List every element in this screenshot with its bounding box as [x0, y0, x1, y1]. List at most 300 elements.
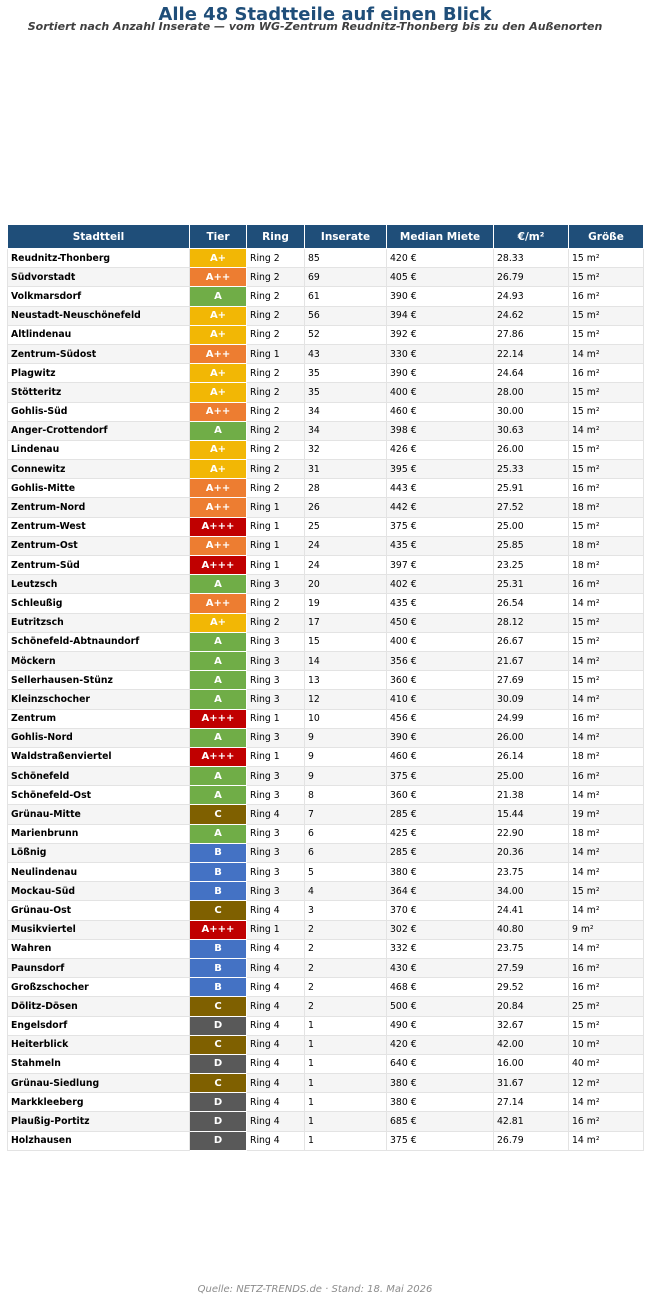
- price-per-sqm-cell: 15.44: [494, 805, 569, 824]
- district-name-cell: Anger-Crottendorf: [8, 421, 190, 440]
- listings-cell: 9: [305, 747, 387, 766]
- column-header: Ring: [247, 225, 305, 249]
- price-per-sqm-cell: 24.99: [494, 709, 569, 728]
- median-rent-cell: 394 €: [387, 306, 494, 325]
- district-name-cell: Schleußig: [8, 594, 190, 613]
- median-rent-cell: 468 €: [387, 978, 494, 997]
- median-rent-cell: 443 €: [387, 479, 494, 498]
- listings-cell: 35: [305, 364, 387, 383]
- listings-cell: 34: [305, 402, 387, 421]
- table-row: [8, 344, 644, 363]
- median-rent-cell: 397 €: [387, 556, 494, 575]
- district-name-cell: Schönefeld-Ost: [8, 786, 190, 805]
- tier-badge: A+: [190, 613, 247, 632]
- tier-badge: A: [190, 575, 247, 594]
- room-size-cell: 16 m²: [569, 978, 644, 997]
- district-name-cell: Heiterblick: [8, 1035, 190, 1054]
- price-per-sqm-cell: 27.59: [494, 958, 569, 977]
- room-size-cell: 14 m²: [569, 344, 644, 363]
- ring-cell: Ring 3: [247, 651, 305, 670]
- district-name-cell: Eutritzsch: [8, 613, 190, 632]
- district-name-cell: Gohlis-Nord: [8, 728, 190, 747]
- column-header: Inserate: [305, 225, 387, 249]
- median-rent-cell: 420 €: [387, 249, 494, 268]
- listings-cell: 26: [305, 498, 387, 517]
- ring-cell: Ring 1: [247, 556, 305, 575]
- price-per-sqm-cell: 25.00: [494, 767, 569, 786]
- ring-cell: Ring 4: [247, 1112, 305, 1131]
- district-name-cell: Connewitz: [8, 460, 190, 479]
- listings-cell: 5: [305, 863, 387, 882]
- median-rent-cell: 360 €: [387, 786, 494, 805]
- room-size-cell: 25 m²: [569, 997, 644, 1016]
- price-per-sqm-cell: 25.91: [494, 479, 569, 498]
- district-name-cell: Zentrum: [8, 709, 190, 728]
- source-footer: Quelle: NETZ-TRENDS.de · Stand: 18. Mai 2026: [197, 1284, 433, 1295]
- room-size-cell: 16 m²: [569, 958, 644, 977]
- district-name-cell: Reudnitz-Thonberg: [8, 249, 190, 268]
- listings-cell: 31: [305, 460, 387, 479]
- table-row: [8, 1035, 644, 1054]
- table-row: [8, 556, 644, 575]
- median-rent-cell: 425 €: [387, 824, 494, 843]
- listings-cell: 52: [305, 325, 387, 344]
- price-per-sqm-cell: 25.85: [494, 536, 569, 555]
- median-rent-cell: 390 €: [387, 728, 494, 747]
- room-size-cell: 14 m²: [569, 1131, 644, 1150]
- median-rent-cell: 435 €: [387, 594, 494, 613]
- tier-badge: A: [190, 786, 247, 805]
- ring-cell: Ring 1: [247, 536, 305, 555]
- room-size-cell: 14 m²: [569, 901, 644, 920]
- ring-cell: Ring 4: [247, 1074, 305, 1093]
- column-header: Median Miete: [387, 225, 494, 249]
- room-size-cell: 14 m²: [569, 843, 644, 862]
- ring-cell: Ring 1: [247, 920, 305, 939]
- table-row: [8, 901, 644, 920]
- district-name-cell: Neulindenau: [8, 863, 190, 882]
- table-row: [8, 613, 644, 632]
- room-size-cell: 14 m²: [569, 651, 644, 670]
- listings-cell: 19: [305, 594, 387, 613]
- tier-badge: A+: [190, 460, 247, 479]
- price-per-sqm-cell: 40.80: [494, 920, 569, 939]
- listings-cell: 1: [305, 1035, 387, 1054]
- median-rent-cell: 380 €: [387, 1093, 494, 1112]
- tier-badge: D: [190, 1112, 247, 1131]
- median-rent-cell: 400 €: [387, 632, 494, 651]
- column-header: Tier: [190, 225, 247, 249]
- ring-cell: Ring 3: [247, 575, 305, 594]
- table-row: [8, 460, 644, 479]
- listings-cell: 2: [305, 978, 387, 997]
- tier-badge: A++: [190, 594, 247, 613]
- price-per-sqm-cell: 24.62: [494, 306, 569, 325]
- district-name-cell: Sellerhausen-Stünz: [8, 671, 190, 690]
- table-row: [8, 671, 644, 690]
- table-row: [8, 1016, 644, 1035]
- price-per-sqm-cell: 30.09: [494, 690, 569, 709]
- district-name-cell: Wahren: [8, 939, 190, 958]
- ring-cell: Ring 1: [247, 344, 305, 363]
- tier-badge: A: [190, 690, 247, 709]
- listings-cell: 2: [305, 958, 387, 977]
- median-rent-cell: 285 €: [387, 843, 494, 862]
- table-row: [8, 325, 644, 344]
- median-rent-cell: 332 €: [387, 939, 494, 958]
- listings-cell: 14: [305, 651, 387, 670]
- table-row: [8, 1074, 644, 1093]
- median-rent-cell: 405 €: [387, 268, 494, 287]
- listings-cell: 6: [305, 824, 387, 843]
- district-name-cell: Neustadt-Neuschönefeld: [8, 306, 190, 325]
- price-per-sqm-cell: 32.67: [494, 1016, 569, 1035]
- room-size-cell: 14 m²: [569, 421, 644, 440]
- table-row: [8, 824, 644, 843]
- price-per-sqm-cell: 29.52: [494, 978, 569, 997]
- room-size-cell: 18 m²: [569, 536, 644, 555]
- table-row: [8, 268, 644, 287]
- room-size-cell: 14 m²: [569, 786, 644, 805]
- ring-cell: Ring 2: [247, 613, 305, 632]
- median-rent-cell: 380 €: [387, 863, 494, 882]
- listings-cell: 12: [305, 690, 387, 709]
- table-row: [8, 575, 644, 594]
- district-name-cell: Grünau-Siedlung: [8, 1074, 190, 1093]
- district-name-cell: Gohlis-Mitte: [8, 479, 190, 498]
- table-row: [8, 249, 644, 268]
- room-size-cell: 15 m²: [569, 671, 644, 690]
- district-name-cell: Dölitz-Dösen: [8, 997, 190, 1016]
- tier-badge: C: [190, 805, 247, 824]
- listings-cell: 43: [305, 344, 387, 363]
- median-rent-cell: 442 €: [387, 498, 494, 517]
- district-name-cell: Volkmarsdorf: [8, 287, 190, 306]
- listings-cell: 8: [305, 786, 387, 805]
- listings-cell: 1: [305, 1093, 387, 1112]
- table-row: [8, 1093, 644, 1112]
- tier-badge: A: [190, 728, 247, 747]
- listings-cell: 20: [305, 575, 387, 594]
- room-size-cell: 16 m²: [569, 479, 644, 498]
- median-rent-cell: 460 €: [387, 747, 494, 766]
- tier-badge: A++: [190, 479, 247, 498]
- price-per-sqm-cell: 27.14: [494, 1093, 569, 1112]
- ring-cell: Ring 3: [247, 786, 305, 805]
- price-per-sqm-cell: 30.63: [494, 421, 569, 440]
- district-name-cell: Zentrum-West: [8, 517, 190, 536]
- listings-cell: 28: [305, 479, 387, 498]
- district-name-cell: Zentrum-Südost: [8, 344, 190, 363]
- tier-badge: D: [190, 1016, 247, 1035]
- ring-cell: Ring 2: [247, 402, 305, 421]
- tier-badge: A+: [190, 325, 247, 344]
- tier-badge: A++: [190, 344, 247, 363]
- price-per-sqm-cell: 20.84: [494, 997, 569, 1016]
- ring-cell: Ring 2: [247, 421, 305, 440]
- ring-cell: Ring 3: [247, 882, 305, 901]
- listings-cell: 15: [305, 632, 387, 651]
- ring-cell: Ring 4: [247, 1093, 305, 1112]
- room-size-cell: 15 m²: [569, 325, 644, 344]
- table-row: [8, 786, 644, 805]
- room-size-cell: 15 m²: [569, 249, 644, 268]
- price-per-sqm-cell: 42.81: [494, 1112, 569, 1131]
- district-name-cell: Zentrum-Süd: [8, 556, 190, 575]
- tier-badge: A++: [190, 536, 247, 555]
- price-per-sqm-cell: 26.67: [494, 632, 569, 651]
- table-row: [8, 805, 644, 824]
- listings-cell: 34: [305, 421, 387, 440]
- median-rent-cell: 640 €: [387, 1054, 494, 1073]
- tier-badge: D: [190, 1131, 247, 1150]
- price-per-sqm-cell: 26.14: [494, 747, 569, 766]
- listings-cell: 1: [305, 1112, 387, 1131]
- table-row: [8, 728, 644, 747]
- tier-badge: B: [190, 882, 247, 901]
- table-row: [8, 978, 644, 997]
- room-size-cell: 15 m²: [569, 613, 644, 632]
- price-per-sqm-cell: 25.33: [494, 460, 569, 479]
- listings-cell: 32: [305, 440, 387, 459]
- price-per-sqm-cell: 24.64: [494, 364, 569, 383]
- median-rent-cell: 460 €: [387, 402, 494, 421]
- median-rent-cell: 330 €: [387, 344, 494, 363]
- ring-cell: Ring 3: [247, 671, 305, 690]
- table-row: [8, 1112, 644, 1131]
- room-size-cell: 16 m²: [569, 767, 644, 786]
- tier-badge: B: [190, 939, 247, 958]
- median-rent-cell: 392 €: [387, 325, 494, 344]
- district-name-cell: Plaußig-Portitz: [8, 1112, 190, 1131]
- median-rent-cell: 456 €: [387, 709, 494, 728]
- ring-cell: Ring 2: [247, 287, 305, 306]
- table-row: [8, 690, 644, 709]
- table-row: [8, 920, 644, 939]
- ring-cell: Ring 2: [247, 594, 305, 613]
- tier-badge: A: [190, 287, 247, 306]
- table-row: [8, 498, 644, 517]
- ring-cell: Ring 2: [247, 460, 305, 479]
- price-per-sqm-cell: 42.00: [494, 1035, 569, 1054]
- district-name-cell: Stahmeln: [8, 1054, 190, 1073]
- listings-cell: 69: [305, 268, 387, 287]
- listings-cell: 17: [305, 613, 387, 632]
- tier-badge: A: [190, 651, 247, 670]
- price-per-sqm-cell: 26.79: [494, 268, 569, 287]
- column-header: Stadtteil: [8, 225, 190, 249]
- listings-cell: 2: [305, 997, 387, 1016]
- tier-badge: B: [190, 958, 247, 977]
- tier-badge: A++: [190, 268, 247, 287]
- ring-cell: Ring 1: [247, 517, 305, 536]
- room-size-cell: 16 m²: [569, 1112, 644, 1131]
- ring-cell: Ring 3: [247, 863, 305, 882]
- median-rent-cell: 364 €: [387, 882, 494, 901]
- table-row: [8, 863, 644, 882]
- ring-cell: Ring 4: [247, 939, 305, 958]
- room-size-cell: 18 m²: [569, 556, 644, 575]
- room-size-cell: 14 m²: [569, 939, 644, 958]
- tier-badge: A+++: [190, 920, 247, 939]
- median-rent-cell: 426 €: [387, 440, 494, 459]
- price-per-sqm-cell: 22.14: [494, 344, 569, 363]
- district-name-cell: Lindenau: [8, 440, 190, 459]
- room-size-cell: 10 m²: [569, 1035, 644, 1054]
- ring-cell: Ring 4: [247, 1035, 305, 1054]
- price-per-sqm-cell: 23.25: [494, 556, 569, 575]
- tier-badge: A: [190, 767, 247, 786]
- room-size-cell: 19 m²: [569, 805, 644, 824]
- listings-cell: 25: [305, 517, 387, 536]
- district-name-cell: Großzschocher: [8, 978, 190, 997]
- table-header-row: [8, 225, 644, 249]
- room-size-cell: 16 m²: [569, 364, 644, 383]
- tier-badge: C: [190, 1035, 247, 1054]
- price-per-sqm-cell: 28.12: [494, 613, 569, 632]
- ring-cell: Ring 3: [247, 843, 305, 862]
- room-size-cell: 15 m²: [569, 460, 644, 479]
- column-header: Größe: [569, 225, 644, 249]
- table-row: [8, 958, 644, 977]
- room-size-cell: 14 m²: [569, 728, 644, 747]
- district-name-cell: Paunsdorf: [8, 958, 190, 977]
- price-per-sqm-cell: 27.69: [494, 671, 569, 690]
- district-name-cell: Musikviertel: [8, 920, 190, 939]
- ring-cell: Ring 4: [247, 1131, 305, 1150]
- price-per-sqm-cell: 20.36: [494, 843, 569, 862]
- district-name-cell: Holzhausen: [8, 1131, 190, 1150]
- ring-cell: Ring 1: [247, 709, 305, 728]
- listings-cell: 2: [305, 939, 387, 958]
- district-name-cell: Südvorstadt: [8, 268, 190, 287]
- ring-cell: Ring 3: [247, 728, 305, 747]
- room-size-cell: 15 m²: [569, 402, 644, 421]
- room-size-cell: 15 m²: [569, 383, 644, 402]
- column-header: €/m²: [494, 225, 569, 249]
- room-size-cell: 15 m²: [569, 517, 644, 536]
- room-size-cell: 14 m²: [569, 594, 644, 613]
- table-row: [8, 1054, 644, 1073]
- price-per-sqm-cell: 23.75: [494, 863, 569, 882]
- table-row: [8, 939, 644, 958]
- district-name-cell: Zentrum-Ost: [8, 536, 190, 555]
- listings-cell: 1: [305, 1054, 387, 1073]
- median-rent-cell: 402 €: [387, 575, 494, 594]
- tier-badge: C: [190, 901, 247, 920]
- median-rent-cell: 500 €: [387, 997, 494, 1016]
- districts-table: [7, 224, 644, 1151]
- tier-badge: A: [190, 632, 247, 651]
- room-size-cell: 15 m²: [569, 440, 644, 459]
- tier-badge: D: [190, 1054, 247, 1073]
- tier-badge: C: [190, 1074, 247, 1093]
- price-per-sqm-cell: 30.00: [494, 402, 569, 421]
- district-name-cell: Marienbrunn: [8, 824, 190, 843]
- table-row: [8, 306, 644, 325]
- median-rent-cell: 375 €: [387, 517, 494, 536]
- ring-cell: Ring 4: [247, 1016, 305, 1035]
- listings-cell: 1: [305, 1131, 387, 1150]
- price-per-sqm-cell: 23.75: [494, 939, 569, 958]
- room-size-cell: 15 m²: [569, 632, 644, 651]
- tier-badge: A+++: [190, 517, 247, 536]
- districts-table-container: [7, 224, 643, 1151]
- price-per-sqm-cell: 21.38: [494, 786, 569, 805]
- chart-subtitle: Sortiert nach Anzahl Inserate — vom WG-Zentrum Reudnitz-Thonberg bis zu den Außenorten: [27, 20, 603, 33]
- tier-badge: A: [190, 421, 247, 440]
- median-rent-cell: 410 €: [387, 690, 494, 709]
- district-name-cell: Schönefeld-Abtnaundorf: [8, 632, 190, 651]
- district-name-cell: Lößnig: [8, 843, 190, 862]
- ring-cell: Ring 4: [247, 901, 305, 920]
- ring-cell: Ring 2: [247, 306, 305, 325]
- table-row: [8, 709, 644, 728]
- price-per-sqm-cell: 27.52: [494, 498, 569, 517]
- tier-badge: A+++: [190, 556, 247, 575]
- room-size-cell: 15 m²: [569, 882, 644, 901]
- listings-cell: 61: [305, 287, 387, 306]
- table-row: [8, 594, 644, 613]
- room-size-cell: 18 m²: [569, 747, 644, 766]
- ring-cell: Ring 3: [247, 824, 305, 843]
- tier-badge: A+: [190, 440, 247, 459]
- tier-badge: A+: [190, 306, 247, 325]
- room-size-cell: 14 m²: [569, 863, 644, 882]
- tier-badge: A+: [190, 249, 247, 268]
- median-rent-cell: 420 €: [387, 1035, 494, 1054]
- table-row: [8, 479, 644, 498]
- price-per-sqm-cell: 26.54: [494, 594, 569, 613]
- ring-cell: Ring 4: [247, 997, 305, 1016]
- price-per-sqm-cell: 24.93: [494, 287, 569, 306]
- room-size-cell: 15 m²: [569, 268, 644, 287]
- listings-cell: 24: [305, 556, 387, 575]
- median-rent-cell: 400 €: [387, 383, 494, 402]
- chart-title: Alle 48 Stadtteile auf einen Blick: [158, 4, 492, 25]
- district-name-cell: Schönefeld: [8, 767, 190, 786]
- tier-badge: A: [190, 824, 247, 843]
- district-name-cell: Leutzsch: [8, 575, 190, 594]
- price-per-sqm-cell: 22.90: [494, 824, 569, 843]
- tier-badge: A++: [190, 498, 247, 517]
- table-row: [8, 421, 644, 440]
- median-rent-cell: 435 €: [387, 536, 494, 555]
- table-row: [8, 767, 644, 786]
- median-rent-cell: 375 €: [387, 767, 494, 786]
- median-rent-cell: 430 €: [387, 958, 494, 977]
- district-name-cell: Stötteritz: [8, 383, 190, 402]
- listings-cell: 4: [305, 882, 387, 901]
- district-name-cell: Gohlis-Süd: [8, 402, 190, 421]
- district-name-cell: Grünau-Ost: [8, 901, 190, 920]
- room-size-cell: 14 m²: [569, 690, 644, 709]
- median-rent-cell: 390 €: [387, 364, 494, 383]
- table-row: [8, 364, 644, 383]
- tier-badge: A: [190, 671, 247, 690]
- ring-cell: Ring 3: [247, 632, 305, 651]
- room-size-cell: 9 m²: [569, 920, 644, 939]
- price-per-sqm-cell: 26.79: [494, 1131, 569, 1150]
- table-row: [8, 402, 644, 421]
- tier-badge: A++: [190, 402, 247, 421]
- median-rent-cell: 395 €: [387, 460, 494, 479]
- ring-cell: Ring 3: [247, 690, 305, 709]
- listings-cell: 7: [305, 805, 387, 824]
- listings-cell: 9: [305, 767, 387, 786]
- tier-badge: A+: [190, 364, 247, 383]
- price-per-sqm-cell: 21.67: [494, 651, 569, 670]
